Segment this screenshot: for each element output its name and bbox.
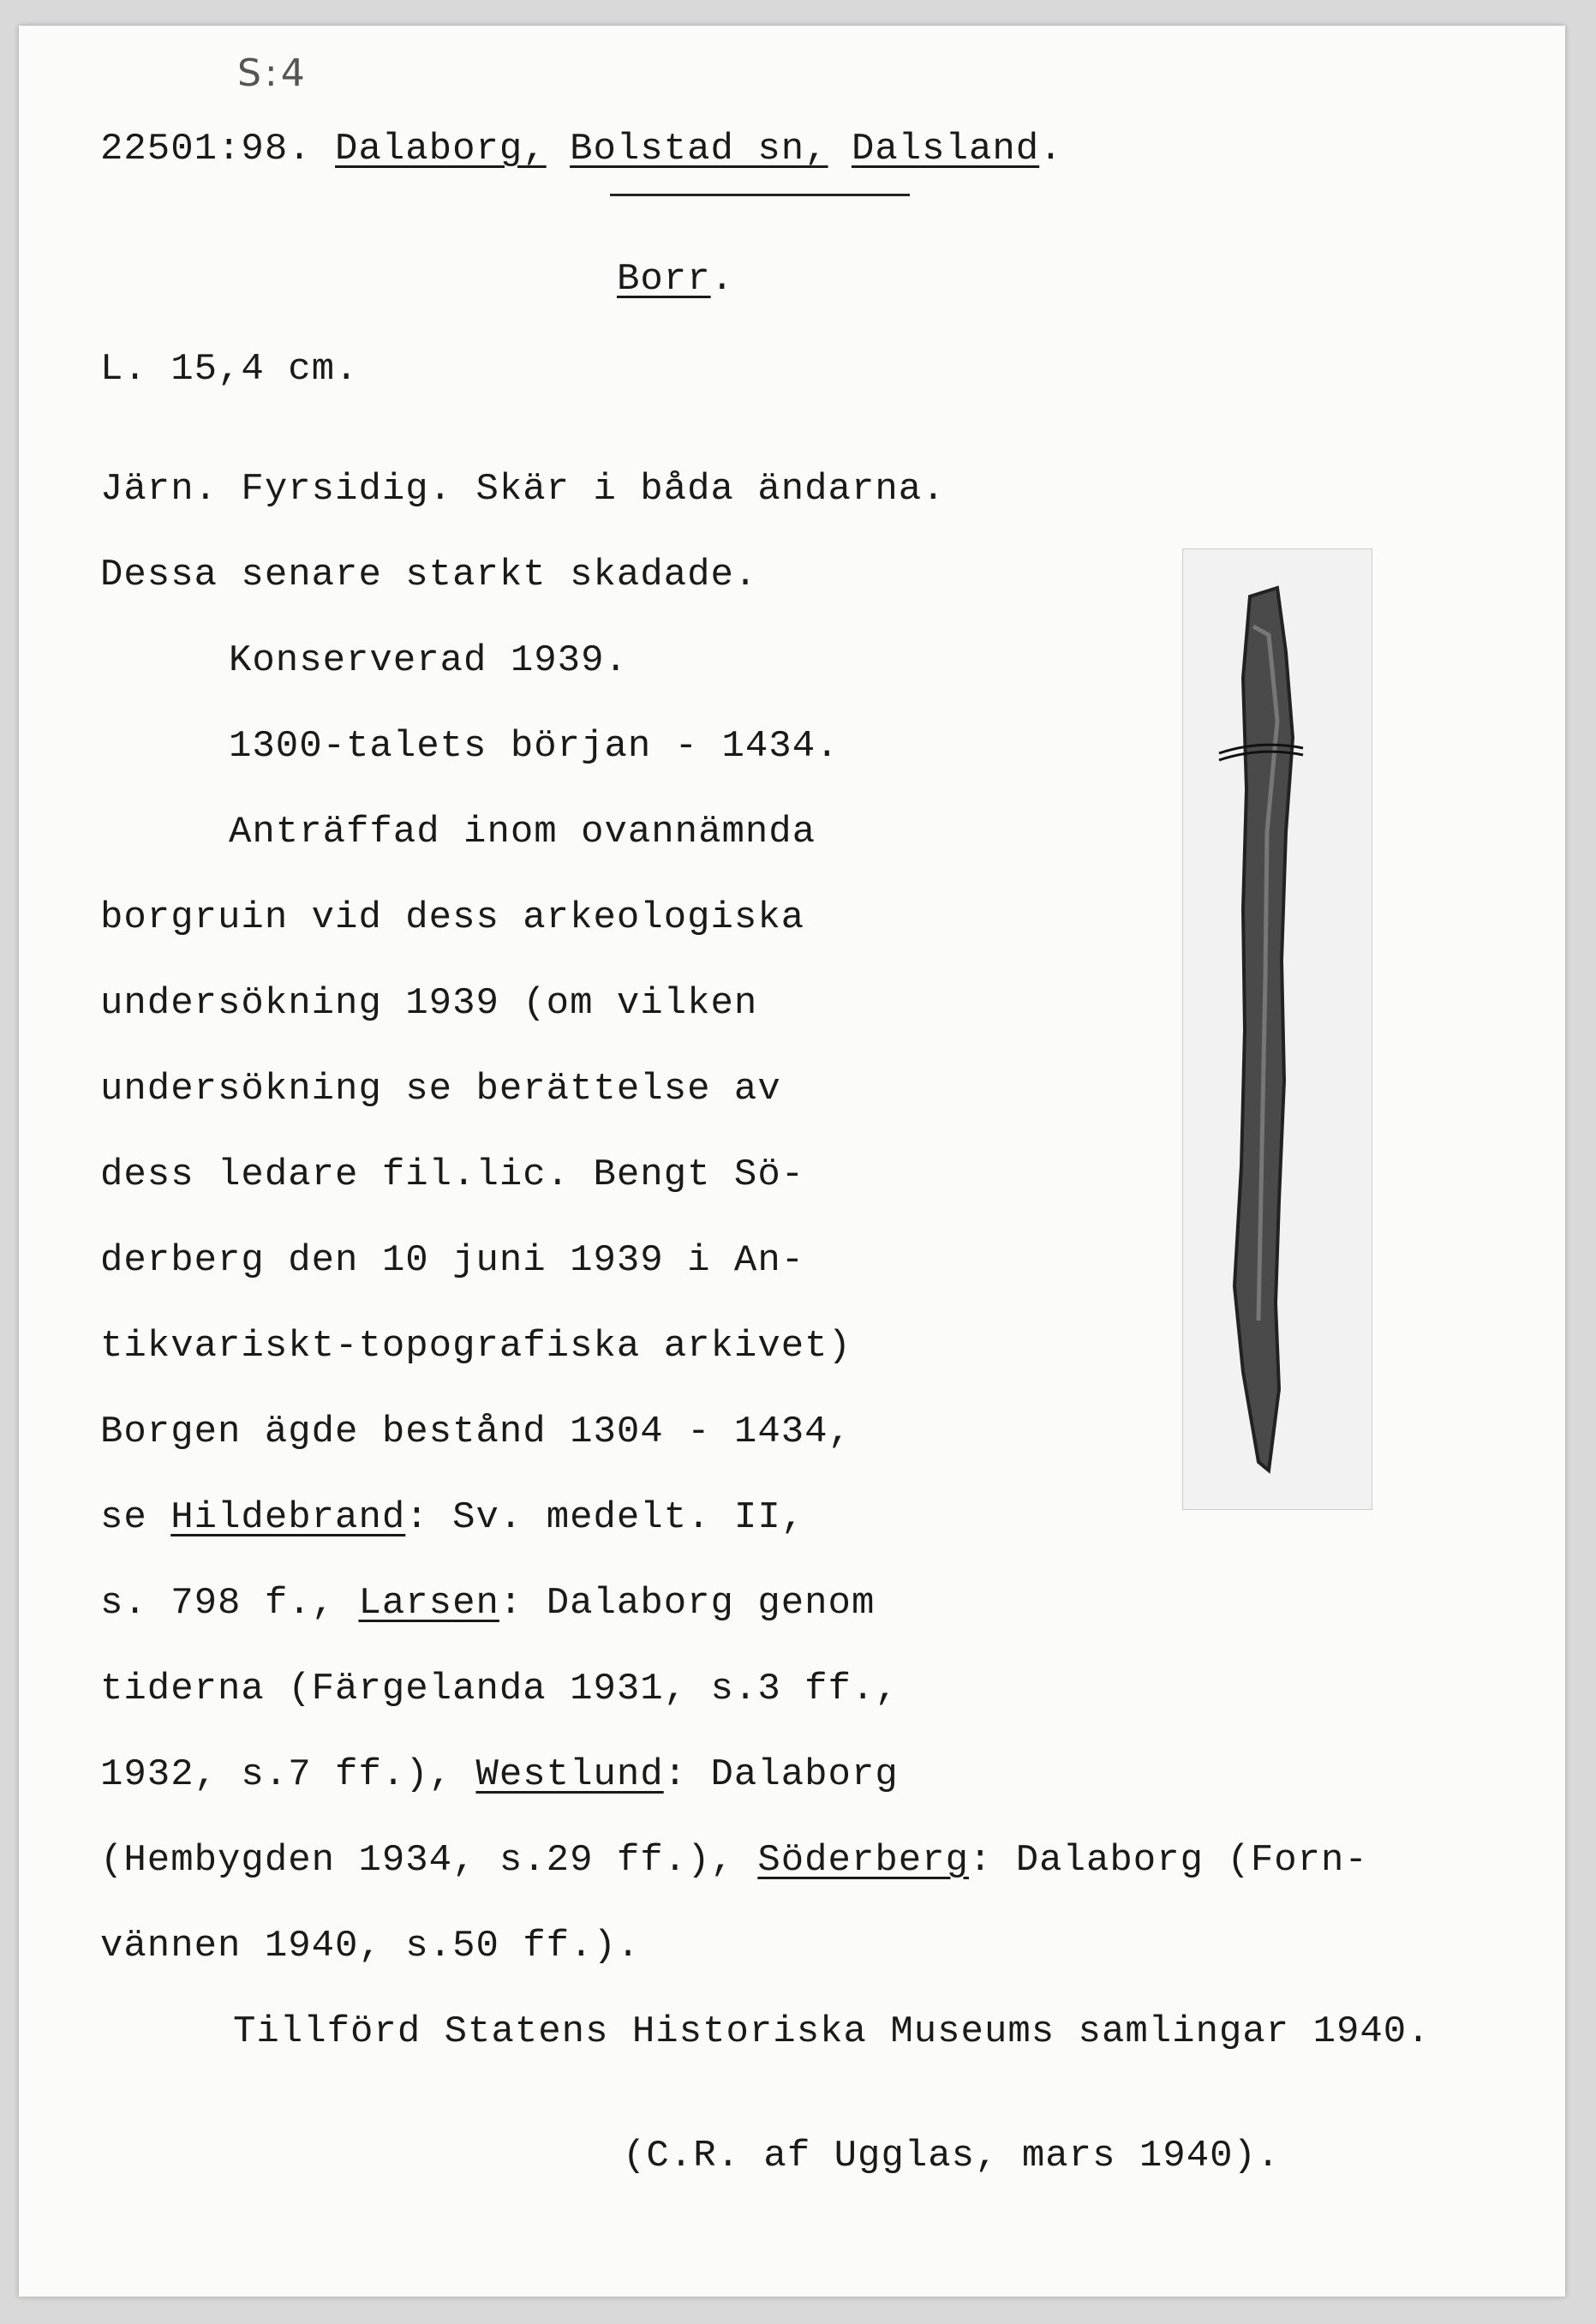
header-end: . [1039, 128, 1063, 171]
header-parish: Bolstad sn, [570, 128, 828, 171]
signature: (C.R. af Ugglas, mars 1940). [623, 2135, 1281, 2177]
desc-line-12: Borgen ägde bestånd 1304 - 1434, [100, 1411, 852, 1453]
desc-line-11: tikvariskt-topografiska arkivet) [100, 1325, 852, 1368]
catalog-number: 22501:98. [100, 128, 312, 171]
desc-line-7: undersökning 1939 (om vilken [100, 982, 758, 1025]
desc-line-1: Järn. Fyrsidig. Skär i båda ändarna. [100, 468, 946, 511]
ref-line-5 [100, 1838, 1368, 1883]
header-province: Dalsland [851, 128, 1040, 171]
ref-line-4 [100, 1752, 899, 1797]
desc-line-5: Anträffad inom ovannämnda [229, 811, 816, 854]
header-rule [610, 194, 910, 196]
desc-line-4: 1300-talets början - 1434. [229, 725, 840, 768]
title-text: Borr [617, 258, 711, 301]
ref-line-2 [100, 1581, 875, 1626]
desc-line-10: derberg den 10 juni 1939 i An- [100, 1239, 805, 1282]
object-length: L. 15,4 cm. [100, 348, 359, 391]
ref-text: 1932, s.7 ff.), [100, 1753, 476, 1796]
ref-text: : Dalaborg (Forn- [968, 1839, 1368, 1882]
acquisition-note: Tillförd Statens Historiska Museums samlingar 1940. [233, 2010, 1431, 2053]
drill-bit-image [1183, 549, 1372, 1509]
ref-text: se [100, 1496, 171, 1539]
ref-line-1 [100, 1495, 804, 1540]
desc-line-9: dess ledare fil.lic. Bengt Sö- [100, 1153, 805, 1196]
ref-author-hildebrand: Hildebrand [170, 1496, 406, 1539]
ref-author-westlund: Westlund [475, 1753, 664, 1796]
catalog-card [19, 26, 1565, 2297]
ref-text: s. 798 f., [100, 1582, 359, 1625]
desc-line-8: undersökning se berättelse av [100, 1068, 781, 1111]
ref-line-6: vännen 1940, s.50 ff.). [100, 1925, 641, 1968]
handwritten-mark: S:4 [237, 51, 308, 95]
ref-text: (Hembygden 1934, s.29 ff.), [100, 1839, 758, 1882]
ref-author-larsen: Larsen [358, 1582, 499, 1625]
ref-text: : Sv. medelt. II, [405, 1496, 805, 1539]
ref-text: : Dalaborg genom [499, 1582, 876, 1625]
ref-line-3: tiderna (Färgelanda 1931, s.3 ff., [100, 1668, 899, 1710]
object-title [617, 257, 734, 302]
desc-line-6: borgruin vid dess arkeologiska [100, 896, 805, 939]
ref-author-soderberg: Söderberg [757, 1839, 969, 1882]
ref-text: : Dalaborg [663, 1753, 899, 1796]
header-place: Dalaborg, [335, 128, 547, 171]
artifact-photo [1182, 548, 1372, 1510]
card-header [100, 127, 1063, 171]
desc-line-2: Dessa senare starkt skadade. [100, 554, 758, 596]
title-end: . [710, 258, 735, 301]
desc-line-3: Konserverad 1939. [229, 639, 628, 682]
